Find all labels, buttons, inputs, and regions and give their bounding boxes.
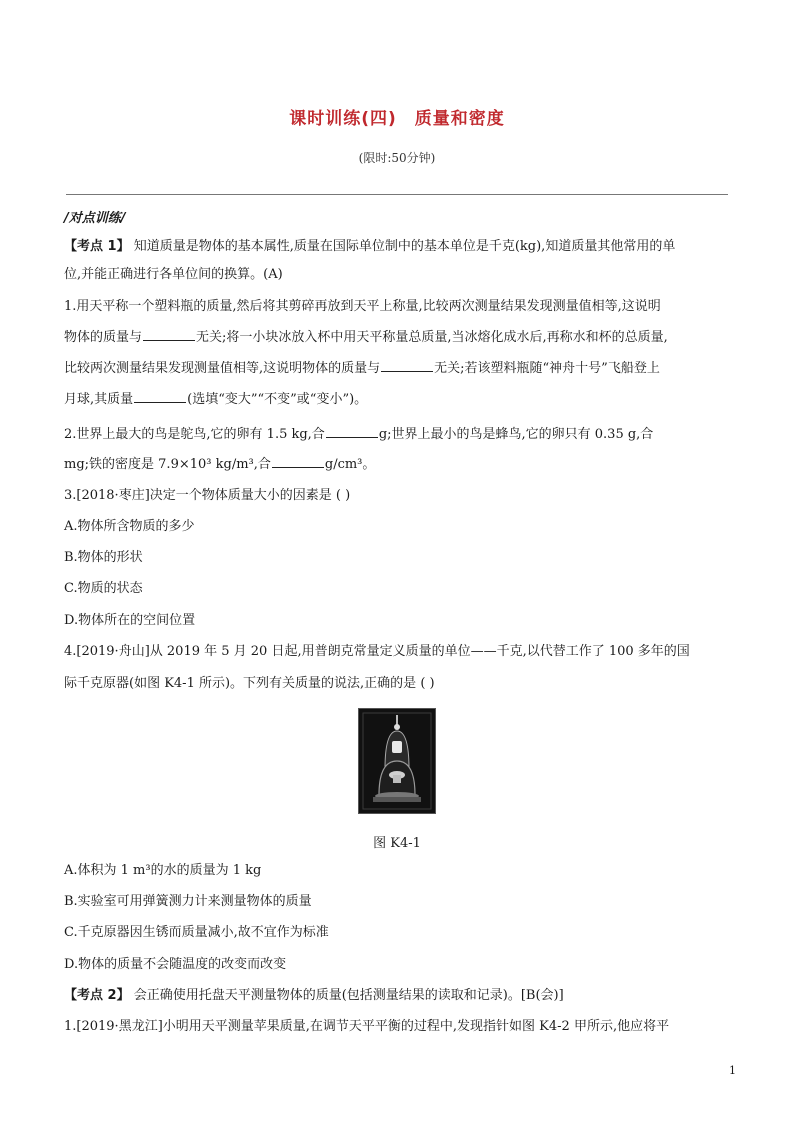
kilogram-prototype-photo (358, 708, 436, 814)
time-limit: (限时:50分钟) (358, 151, 436, 165)
kaodian-1-line-1: 【考点 1】 知道质量是物体的基本属性,质量在国际单位制中的基本单位是千克(kg),知道质量其他常用的单 (64, 239, 676, 254)
q5-line-1: 1.[2019·黑龙江]小明用天平测量苹果质量,在调节天平平衡的过程中,发现指针如图 K4-2 甲所示,他应将平 (64, 1019, 670, 1034)
figure-caption: 图 K4-1 (373, 836, 421, 851)
q4-line-1: 4.[2019·舟山]从 2019 年 5 月 20 日起,用普朗克常量定义质量的单位——千克,以代替工作了 100 多年的国 (64, 644, 690, 659)
header-divider (66, 194, 728, 195)
kaodian-1-tag: 【考点 1】 (64, 239, 130, 254)
kaodian-1-line-2: 位,并能正确进行各单位间的换算。(A) (64, 267, 283, 282)
q1-line-2: 物体的质量与 无关;将一小块冰放入杯中用天平称量总质量,当冰熔化成水后,再称水和杯的总质量, (64, 330, 668, 345)
answer-blank[interactable] (134, 390, 186, 403)
q2-line-1: 2.世界上最大的鸟是鸵鸟,它的卵有 1.5 kg,合 g;世界上最小的鸟是蜂鸟,它的卵只有 0.35 g,合 (64, 427, 654, 442)
title-topic: 质量和密度 (414, 109, 505, 129)
q3-option-d[interactable]: D.物体所在的空间位置 (64, 613, 196, 628)
page-title (0, 104, 794, 129)
q1-line-4: 月球,其质量 (选填“变大”“不变”或“变小”)。 (64, 392, 368, 407)
q4-option-b[interactable]: B.实验室可用弹簧测力计来测量物体的质量 (64, 894, 312, 909)
kaodian-2-tag: 【考点 2】 (64, 988, 130, 1003)
q3-option-c[interactable]: C.物质的状态 (64, 581, 143, 596)
q2-line-2: mg;铁的密度是 7.9×10³ kg/m³,合 g/cm³。 (64, 457, 376, 472)
q4-line-2: 际千克原器(如图 K4-1 所示)。下列有关质量的说法,正确的是 ( ) (64, 676, 435, 691)
q3-option-b[interactable]: B.物体的形状 (64, 550, 143, 565)
title-lesson: 课时训练(四) (289, 109, 397, 129)
q3-option-a[interactable]: A.物体所含物质的多少 (64, 519, 195, 534)
answer-blank[interactable] (143, 328, 195, 341)
page-number: 1 (729, 1064, 736, 1077)
q1-line-1: 1.用天平称一个塑料瓶的质量,然后将其剪碎再放到天平上称量,比较两次测量结果发现测量值相等,这说明 (64, 299, 661, 314)
q4-option-c[interactable]: C.千克原器因生锈而质量减小,故不宜作为标准 (64, 925, 329, 940)
bell-jar-image (359, 709, 435, 813)
answer-blank[interactable] (326, 425, 378, 438)
section-heading: /对点训练/ (64, 211, 126, 226)
answer-blank[interactable] (381, 359, 433, 372)
kaodian-2-line: 【考点 2】 会正确使用托盘天平测量物体的质量(包括测量结果的读取和记录)。[B(会)] (64, 988, 564, 1003)
q1-line-3: 比较两次测量结果发现测量值相等,这说明物体的质量与 无关;若该塑料瓶随“神舟十号”飞船登上 (64, 361, 660, 376)
q4-option-a[interactable]: A.体积为 1 m³的水的质量为 1 kg (64, 863, 262, 878)
answer-blank[interactable] (272, 455, 324, 468)
q4-option-d[interactable]: D.物体的质量不会随温度的改变而改变 (64, 957, 287, 972)
q3-stem: 3.[2018·枣庄]决定一个物体质量大小的因素是 ( ) (64, 488, 351, 503)
